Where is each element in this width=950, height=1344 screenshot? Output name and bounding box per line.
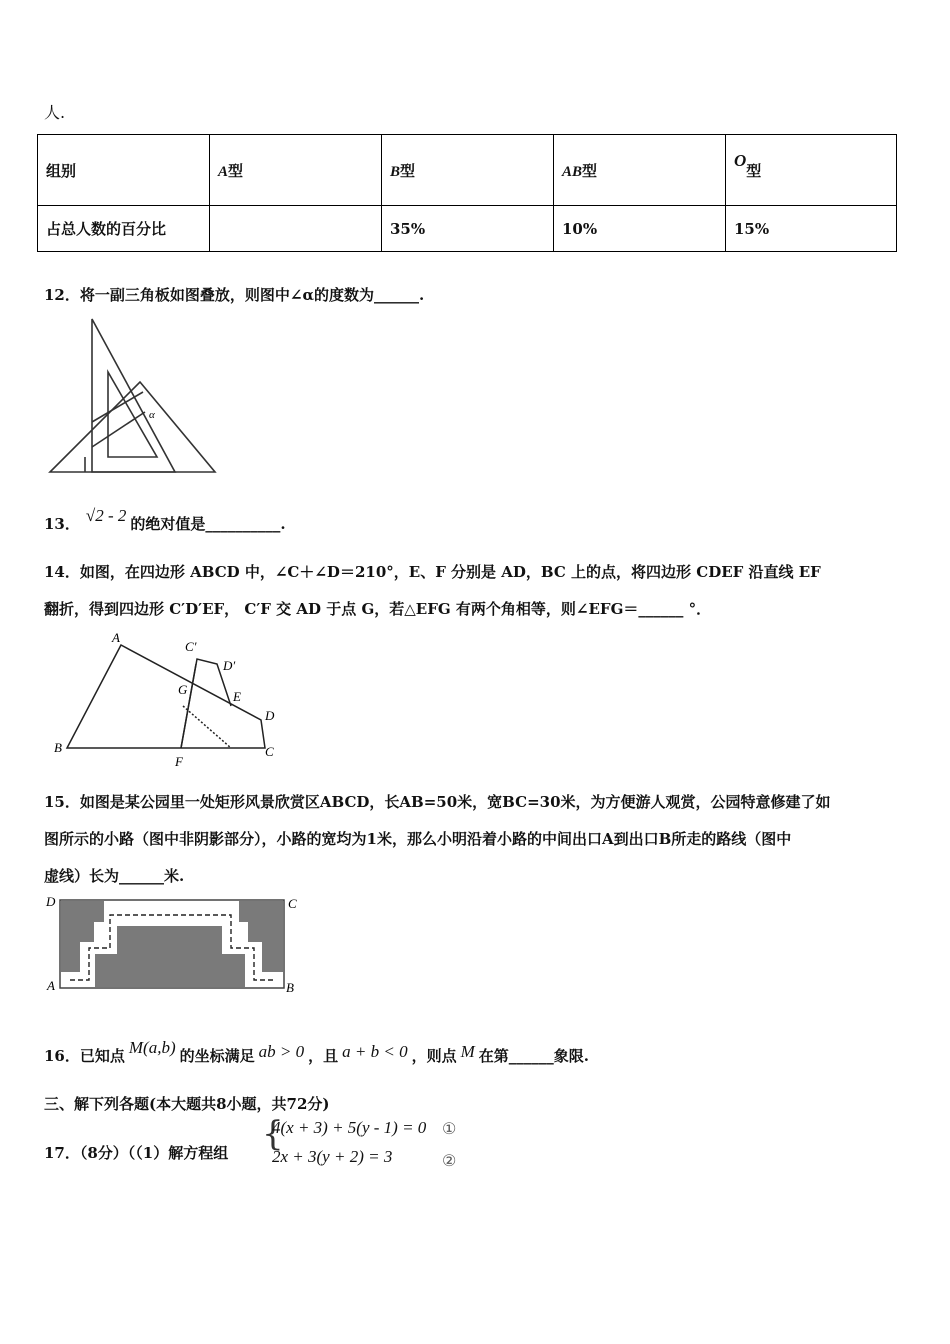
label-d-prime: D′ <box>223 658 236 673</box>
blood-type-table <box>37 134 897 252</box>
equation-1: 4(x + 3) + 5(y - 1) = 0 <box>272 1118 427 1137</box>
table-cell: 10% <box>554 206 726 252</box>
alpha-label: α <box>149 409 155 421</box>
label-b: B <box>286 980 294 995</box>
brace-icon: { <box>262 1114 284 1154</box>
label-g: G <box>178 682 188 697</box>
set-square-outer <box>92 319 175 472</box>
figure-triangle-rulers <box>45 312 225 480</box>
table-header-row <box>38 135 897 206</box>
question-15-line3: 虚线）长为______米. <box>44 867 185 885</box>
label-a: A <box>47 978 55 993</box>
label-d: D <box>265 708 275 723</box>
figure-park-paths <box>40 892 305 997</box>
figure-quadrilateral-fold <box>45 628 285 770</box>
question-15-line1: 15．如图是某公园里一处矩形风景欣赏区ABCD，长AB=50米，宽BC=30米，为方便游人观赏，公园特意修建了如 <box>44 793 831 811</box>
question-13: 13． √2 - 2 的绝对值是__________. <box>44 506 286 533</box>
label-e: E <box>233 689 241 704</box>
table-row <box>38 206 897 252</box>
table-cell: 占总人数的百分比 <box>38 206 210 252</box>
question-16: 16．已知点 M(a,b) 的坐标满足 ab > 0 ，且 a + b < 0 ，则点 M 在第______象限. <box>44 1038 589 1065</box>
label-b: B <box>54 740 62 755</box>
table-cell: 35% <box>382 206 554 252</box>
table-header-cell: B型 <box>382 135 554 206</box>
top-fragment: 人. <box>44 103 66 122</box>
question-14-line2: 翻折，得到四边形 C′D′EF， C′F 交 AD 于点 G，若△EFG 有两个角相等，则∠EFG＝______ °． <box>44 600 712 618</box>
question-14-line1: 14．如图，在四边形 ABCD 中，∠C＋∠D＝210°，E、F 分别是 AD，BC 上的点，将四边形 CDEF 沿直线 EF <box>44 563 821 581</box>
circle-1-icon: ① <box>442 1119 457 1138</box>
table-header-cell: AB型 <box>554 135 726 206</box>
question-12: 12．将一副三角板如图叠放，则图中∠α的度数为______. <box>44 286 425 304</box>
question-17-label: 17．（8分）（（1）解方程组 <box>44 1144 229 1162</box>
equation-2: 2x + 3(y + 2) = 3 <box>272 1147 393 1166</box>
label-c-prime: C′ <box>185 639 197 654</box>
label-c: C <box>265 744 274 759</box>
table-cell: 15% <box>726 206 897 252</box>
table-header-cell: 组别 <box>38 135 210 206</box>
label-d: D <box>46 894 56 909</box>
question-15-line2: 图所示的小路（图中非阴影部分），小路的宽均为1米，那么小明沿着小路的中间出口A到出口B所走的路线（图中 <box>44 830 792 848</box>
table-header-cell: O型 <box>726 135 897 206</box>
label-c: C <box>288 896 297 911</box>
label-f: F <box>175 754 183 769</box>
table-cell <box>210 206 382 252</box>
circle-2-icon: ② <box>442 1151 457 1170</box>
section-3-heading: 三、解下列各题(本大题共8小题，共72分) <box>44 1095 330 1113</box>
label-a: A <box>112 630 120 645</box>
table-header-cell: A型 <box>210 135 382 206</box>
set-square-2-outer <box>50 382 215 472</box>
